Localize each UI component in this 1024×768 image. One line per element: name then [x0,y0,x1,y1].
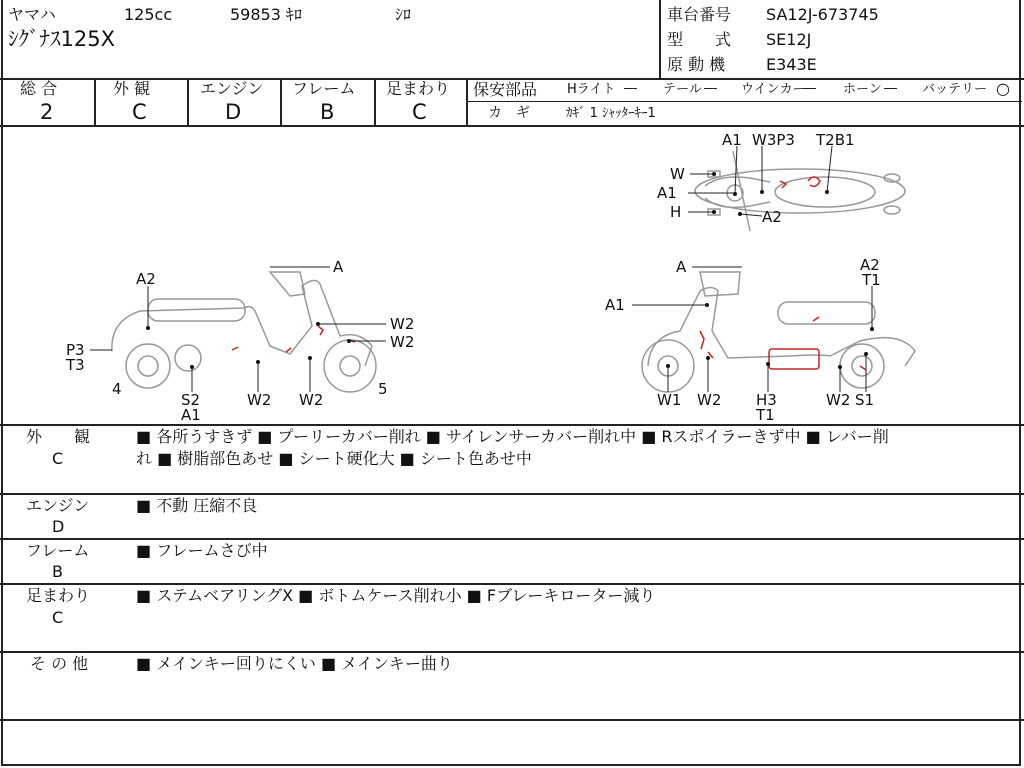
model-name: ｼｸﾞﾅｽ125X [8,27,115,51]
left-label-a2: A2 [136,270,156,288]
left-label-5: 5 [378,380,388,398]
engine-value: E343E [766,55,817,74]
note-grade-frame: B [52,562,63,581]
frame-no: SA12J-673745 [766,5,879,24]
part-tail: テール [663,82,702,97]
note-grade-exterior: C [52,449,64,468]
part-battery: バッテリー [922,82,988,97]
grade-header-frame: フレーム [292,79,356,98]
left-label-t3: T3 [66,356,85,374]
grade-value-engine: D [225,100,242,124]
top-label-w3p3: W3P3 [752,131,795,149]
left-label-4: 4 [112,380,122,398]
part-battery-mark: ○ [996,79,1010,98]
note-grade-suspension: C [52,608,64,627]
part-horn-mark: ― [884,81,897,96]
right-label-h3: H3 [756,391,777,409]
parts-label: 保安部品 [473,80,538,99]
left-label-w2-b: W2 [299,391,324,409]
top-label-a1: A1 [722,131,742,149]
left-label-w2-mid: W2 [390,333,415,351]
grade-header-suspension: 足まわり [386,79,451,98]
right-label-w2: W2 [697,391,722,409]
type-label: 型 式 [667,30,732,49]
engine-label: 原 動 機 [667,55,726,74]
maker: ヤマハ [8,5,56,24]
left-label-p3: P3 [66,341,85,359]
note-line-frame-1: ■ フレームさび中 [136,541,268,560]
left-label-a: A [333,258,344,276]
damage-diagram [0,126,1022,424]
left-label-a1: A1 [181,406,201,424]
displacement: 125cc [124,5,173,24]
right-label-a: A [676,258,687,276]
part-tail-mark: ― [704,81,717,96]
color: ｼﾛ [395,5,412,24]
grade-value-overall: 2 [40,100,54,124]
top-label-a1-left: A1 [657,184,677,202]
right-label-s1: S1 [855,391,875,409]
left-label-w2-a: W2 [247,391,272,409]
type-value: SE12J [766,30,812,49]
top-label-h: H [670,203,682,221]
top-label-a2: A2 [762,208,782,226]
grade-value-frame: B [320,100,335,124]
note-line-exterior-1: ■ 各所うすきず ■ プーリーカバー削れ ■ サイレンサーカバー削れ中 ■ Rスポイラーきず中 ■ レバー削 [136,427,889,446]
note-title-other: そ の 他 [30,654,89,673]
right-label-a1: A1 [605,296,625,314]
part-headlight: Hライト [567,82,616,97]
grade-header-exterior: 外 観 [113,79,151,98]
key-value: ｶｷﾞ 1 ｼｬｯﾀｰｷｰ1 [566,106,656,121]
note-line-other-1: ■ メインキー回りにくい ■ メインキー曲り [136,654,453,673]
note-line-suspension-1: ■ ステムベアリングX ■ ボトムケース削れ小 ■ Fブレーキローター減り [136,586,656,605]
grade-header-engine: エンジン [200,79,264,98]
left-label-w2-upper: W2 [390,315,415,333]
right-label-w2-rear: W2 [826,391,851,409]
note-title-engine: エンジン [26,496,90,515]
part-horn: ホーン [843,82,882,97]
note-title-exterior: 外 観 [26,427,91,446]
note-title-suspension: 足まわり [26,586,91,605]
key-label: カ ギ [488,105,530,121]
grade-header-overall: 総 合 [20,79,58,98]
grade-value-suspension: C [412,100,427,124]
note-line-engine-1: ■ 不動 圧縮不良 [136,496,258,515]
left-label-s2: S2 [181,391,201,409]
top-label-t2b1: T2B1 [816,131,855,149]
part-winker: ウインカー [741,82,806,97]
right-label-t1-lower: T1 [756,406,775,424]
right-label-a2: A2 [860,256,880,274]
top-label-w: W [670,165,685,183]
part-winker-mark: ― [803,81,816,96]
part-headlight-mark: ― [624,81,637,96]
note-line-exterior-2: れ ■ 樹脂部色あせ ■ シート硬化大 ■ シート色あせ中 [136,449,532,468]
grade-value-exterior: C [132,100,147,124]
right-label-w1: W1 [657,391,682,409]
note-title-frame: フレーム [26,541,90,560]
frame-no-label: 車台番号 [667,5,732,24]
note-grade-engine: D [52,517,65,536]
mileage: 59853 ｷﾛ [230,5,302,24]
right-label-t1-upper: T1 [862,271,881,289]
